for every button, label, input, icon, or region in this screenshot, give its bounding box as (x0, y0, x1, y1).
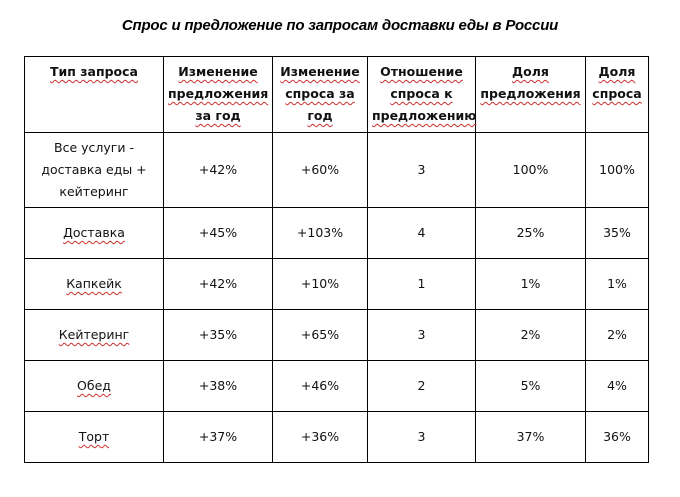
cell-demand-change: +60% (273, 133, 368, 208)
demand-supply-table (24, 56, 649, 463)
cell-request-type: Торт (25, 412, 164, 463)
cell-demand-change: +103% (273, 208, 368, 259)
cell-demand-share: 36% (586, 412, 649, 463)
cell-demand-share: 2% (586, 310, 649, 361)
cell-request-type: Все услуги - доставка еды + кейтеринг (25, 133, 164, 208)
cell-ratio: 1 (368, 259, 476, 310)
cell-supply-share: 5% (476, 361, 586, 412)
cell-supply-share: 1% (476, 259, 586, 310)
cell-supply-change: +35% (164, 310, 273, 361)
table-row (25, 361, 649, 412)
cell-supply-share: 37% (476, 412, 586, 463)
table-row (25, 208, 649, 259)
header-demand-share: Доля спроса (586, 57, 649, 133)
cell-demand-share: 100% (586, 133, 649, 208)
cell-supply-share: 2% (476, 310, 586, 361)
cell-ratio: 2 (368, 361, 476, 412)
table-row (25, 259, 649, 310)
table-row (25, 133, 649, 208)
cell-ratio: 4 (368, 208, 476, 259)
cell-demand-share: 1% (586, 259, 649, 310)
cell-supply-share: 25% (476, 208, 586, 259)
cell-request-type: Капкейк (25, 259, 164, 310)
cell-supply-change: +37% (164, 412, 273, 463)
header-demand-change: Изменение спроса за год (273, 57, 368, 133)
cell-ratio: 3 (368, 133, 476, 208)
table-header-row (25, 57, 649, 133)
header-demand-supply-ratio: Отношение спроса к предложению (368, 57, 476, 133)
table-row (25, 310, 649, 361)
cell-ratio: 3 (368, 310, 476, 361)
header-supply-share: Доля предложения (476, 57, 586, 133)
cell-request-type: Кейтеринг (25, 310, 164, 361)
table-row (25, 412, 649, 463)
cell-demand-change: +65% (273, 310, 368, 361)
header-request-type: Тип запроса (25, 57, 164, 133)
header-supply-change: Изменение предложения за год (164, 57, 273, 133)
cell-request-type: Обед (25, 361, 164, 412)
document-title: Спрос и предложение по запросам доставки еды в России (121, 17, 559, 34)
cell-demand-change: +10% (273, 259, 368, 310)
cell-supply-change: +38% (164, 361, 273, 412)
cell-supply-change: +42% (164, 133, 273, 208)
cell-ratio: 3 (368, 412, 476, 463)
cell-supply-share: 100% (476, 133, 586, 208)
cell-demand-share: 35% (586, 208, 649, 259)
cell-request-type: Доставка (25, 208, 164, 259)
cell-supply-change: +42% (164, 259, 273, 310)
cell-demand-change: +46% (273, 361, 368, 412)
cell-demand-share: 4% (586, 361, 649, 412)
cell-supply-change: +45% (164, 208, 273, 259)
cell-demand-change: +36% (273, 412, 368, 463)
